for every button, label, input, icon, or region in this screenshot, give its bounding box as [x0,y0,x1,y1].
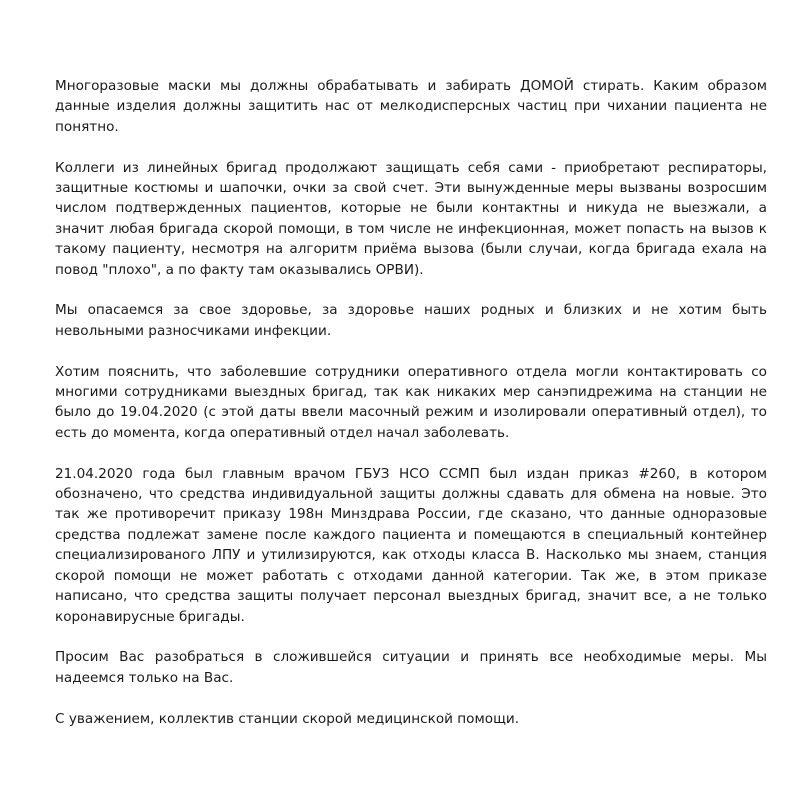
paragraph-signature: С уважением, коллектив станции скорой медицинской помощи. [55,710,520,727]
paragraph-order-260: 21.04.2020 года был главным врачом ГБУЗ НСО ССМП был издан приказ #260, в котором обозначено, что средства индивидуальной защиты должны сдавать для обмена на новые. Это так же противоречит приказу 198н Минздрава России, где сказано, что данные одноразовые средства подлежат замене после каждого пациента и помещаются в специальный контейнер специализированого ЛПУ и утилизируются, как отходы класса В. Насколько мы знаем, станция скорой помощи не может работать с отходами данной категории. Так же, в этом приказе написано, что средства защиты получает персонал выездных бригад, значит все, а не только коронавирусные бригады. [55,465,767,625]
paragraph-reusable-masks: Многоразовые маски мы должны обрабатывать и забирать ДОМОЙ стирать. Каким образом данные изделия должны защитить нас от мелкодисперсных частиц при чихании пациента не понятно. [55,78,767,135]
paragraph-line-brigades: Коллеги из линейных бригад продолжают защищать себя сами - приобретают респираторы, защитные костюмы и шапочки, очки за свой счет. Эти вынужденные меры вызваны возросшим числом подтвержденных пациентов, которые не были контактны и никуда не выезжали, а значит любая бригада скорой помощи, в том числе не инфекционная, может попасть на вызов к такому пациенту, несмотря на алгоритм приёма вызова (были случаи, когда бригада ехала на повод "плохо", а по факту там оказывались ОРВИ). [55,159,767,278]
paragraph-request: Просим Вас разобраться в сложившейся ситуации и принять все необходимые меры. Мы надеемся только на Вас. [55,649,767,686]
document-body [55,76,767,729]
paragraph-operational-department: Хотим пояснить, что заболевшие сотрудники оперативного отдела могли контактировать со многими сотрудниками выездных бригад, так как никаких мер санэпидрежима на станции не было до 19.04.2020 (с этой даты ввели масочный режим и изолировали оперативный отдел), то есть до момента, когда оперативный отдел начал заболевать. [55,363,767,441]
paragraph-health-concerns: Мы опасаемся за свое здоровье, за здоровье наших родных и близких и не хотим быть невольными разносчиками инфекции. [55,302,767,339]
